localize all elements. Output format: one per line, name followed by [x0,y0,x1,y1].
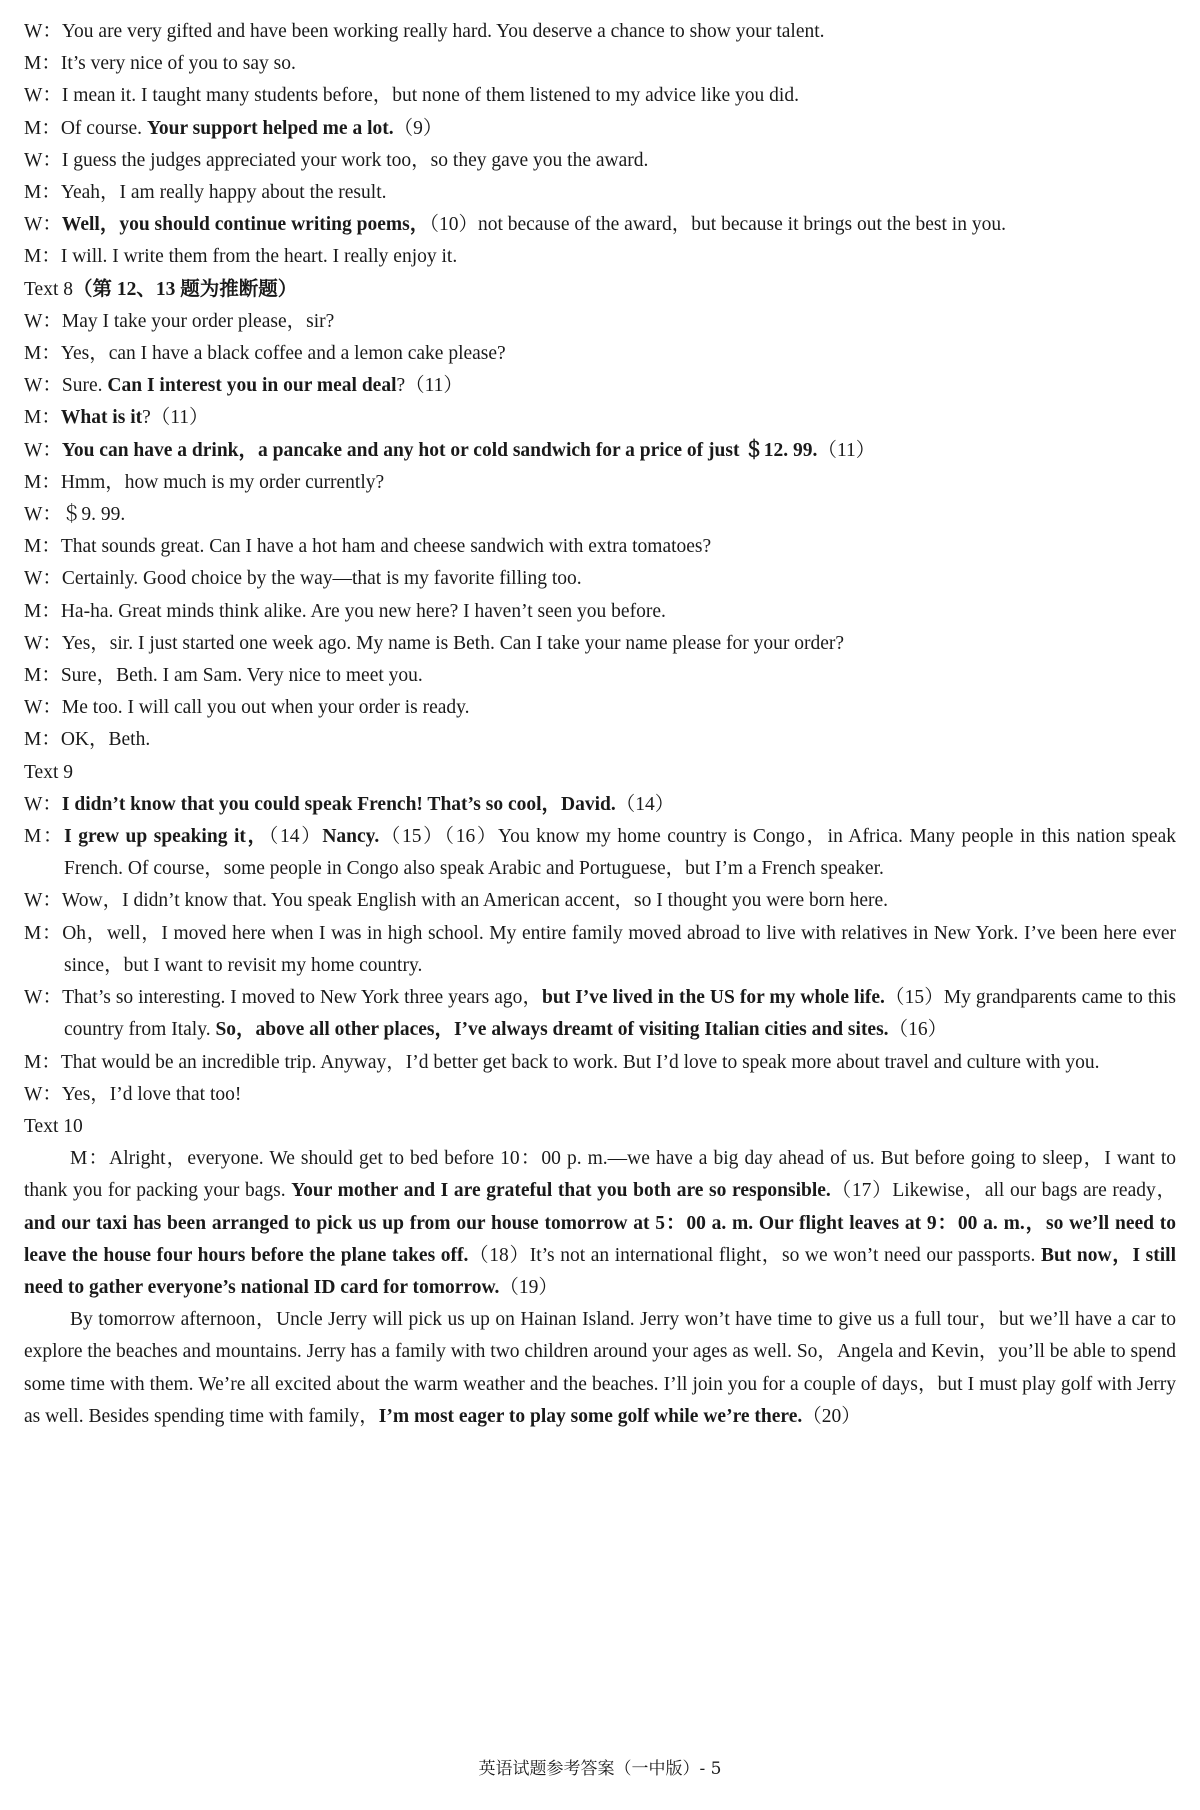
transcript-text: （15）My grandparents came to this country from Italy. [64,987,1176,1041]
answer-evidence-text: Nancy. [322,826,380,848]
transcript-text: M：Oh，well，I moved here when I was in high school. My entire family moved abroad to live with relatives in New York. I’ve been here ever since，but I want to revisit my home country. [24,922,1176,976]
dialogue-line [24,306,1176,338]
dialogue-line [24,145,1176,177]
transcript-text: W：You are very gifted and have been working really hard. You deserve a chance to show your talent. [24,21,825,42]
transcript-text: M：Yeah，I am really happy about the result. [24,182,387,204]
answer-evidence-text: Your support helped me a lot. [146,117,394,139]
transcript-text: Text 9 [24,761,73,783]
transcript-text: （16） [888,1019,948,1041]
dialogue-line [24,499,1176,531]
transcript-text: W：Wow，I didn’t know that. You speak English with an American accent，so I thought you were born here. [24,890,889,912]
transcript-text: W： [24,439,62,461]
dialogue-line [24,885,1176,917]
section-heading [24,1111,1176,1143]
transcript-text: W：Yes，sir. I just started one week ago. My name is Beth. Can I take your name please for your order? [24,632,845,654]
dialogue-line [24,628,1176,660]
dialogue-line [24,821,1176,885]
dialogue-line [24,338,1176,370]
dialogue-line [24,435,1176,467]
transcript-text: （11） [817,439,876,461]
answer-evidence-text: but I’ve lived in the US for my whole life. [542,987,885,1009]
answer-evidence-text: Well，you should continue writing poems， [61,214,430,236]
transcript-text: W： [24,214,62,236]
transcript-text: （14） [615,793,675,815]
dialogue-line [24,177,1176,209]
transcript-text: W：That’s so interesting. I moved to New York three years ago， [24,987,543,1009]
dialogue-line [24,113,1176,145]
transcript-text: （14） [268,826,323,848]
transcript-text: M：Ha-ha. Great minds think alike. Are you new here? I haven’t seen you before. [24,600,666,622]
transcript-text: M：OK，Beth. [24,729,151,751]
dialogue-line [24,563,1176,595]
dialogue-line [24,724,1176,756]
transcript-text: ?（11） [396,375,463,397]
dialogue-line [24,918,1176,982]
transcript-text: （15）（16）You know my home country is Congo，in Africa. Many people in this nation speak French. Of course，some people in Congo also speak Arabic and Portuguese，but I’m a French speaker. [64,826,1176,880]
dialogue-line [24,596,1176,628]
transcript-text: ?（11） [142,407,209,429]
dialogue-line [24,692,1176,724]
transcript-text: （19） [499,1276,558,1298]
dialogue-line [24,80,1176,112]
transcript-text: Text 10 [24,1115,83,1137]
section-heading [24,757,1176,789]
dialogue-line [24,660,1176,692]
dialogue-line [24,467,1176,499]
dialogue-line [24,209,1176,241]
answer-evidence-text: I didn’t know that you could speak French! That’s so cool，David. [61,793,616,815]
answer-evidence-text: Can I interest you in our meal deal [107,375,397,397]
answer-evidence-text: I’m most eager to play some golf while we’re there. [378,1405,803,1427]
dialogue-line [24,531,1176,563]
answer-evidence-text: So，above all other places，I’ve always dreamt of visiting Italian cities and sites. [215,1019,889,1041]
transcript-text: （20） [802,1405,861,1427]
transcript-text: M： [24,407,61,429]
transcript-text: Text 8 [24,278,73,300]
transcript-text: （18）It’s not an international flight，so we won’t need our passports. [468,1244,1041,1266]
dialogue-line [24,48,1176,80]
dialogue-line [24,241,1176,273]
transcript-text: W：Certainly. Good choice by the way—that is my favorite filling too. [24,568,582,590]
answer-evidence-text: But now，I still need to gather everyone’s national ID card for tomorrow. [24,1244,1176,1298]
transcript-text: M： [24,826,65,848]
transcript-text: （10）not because of the award，but because it brings out the best in you. [429,214,1006,236]
dialogue-line [24,16,1176,48]
answer-evidence-text: Your mother and I are grateful that you both are so responsible. [291,1180,831,1202]
transcript-text: M：Hmm，how much is my order currently? [24,471,385,493]
transcript-text: W：Sure. [24,375,108,397]
transcript-text: W：＄9. 99. [24,504,126,526]
section-heading [24,274,1176,306]
answer-evidence-text: I grew up speaking it， [64,826,269,848]
transcript-text: M：Of course. [24,117,147,139]
transcript-text: W：I guess the judges appreciated your work too，so they gave you the award. [24,149,649,171]
answer-evidence-text: and our taxi has been arranged to pick us up from our house tomorrow at 5：00 a. m. Our flight leaves at 9：00 a. m.，so we’ll need to leave the house four hours before the plane takes off. [24,1212,1176,1266]
monologue-paragraph [24,1143,1176,1304]
transcript-text: M：Yes，can I have a black coffee and a lemon cake please? [24,343,506,365]
transcript-text: W：Yes，I’d love that too! [24,1083,242,1105]
transcript-text: M：I will. I write them from the heart. I really enjoy it. [24,246,458,268]
transcript-text: W：Me too. I will call you out when your order is ready. [24,697,470,719]
dialogue-line [24,982,1176,1046]
dialogue-line [24,789,1176,821]
transcript-text: M：Sure，Beth. I am Sam. Very nice to meet you. [24,665,423,687]
transcript-text: M：Alright，everyone. We should get to bed before 10：00 p. m.—we have a big day ahead of us. But before going to sleep，I want to thank you for packing your bags. [24,1148,1176,1202]
answer-evidence-text: What is it [60,407,143,429]
page-footer: 英语试题参考答案（一中版）- 5 [478,1759,722,1779]
answer-key-text [24,16,1176,1433]
transcript-text: By tomorrow afternoon，Uncle Jerry will pick us up on Hainan Island. Jerry won’t have time to give us a full tour，but we’ll have a car to explore the beaches and mountains. Jerry has a family with two children around your ages as well. So，Angela and Kevin，you’ll be able to spend some time with them. We’re all excited about the warm weather and the beaches. I’ll join you for a couple of days，but I must play golf with Jerry as well. Besides spending time with family， [24,1309,1176,1427]
answer-evidence-text: （第 12、13 题为推断题） [73,278,298,300]
dialogue-line [24,370,1176,402]
transcript-text: （17）Likewise，all our bags are ready， [830,1180,1176,1202]
transcript-text: （9） [393,117,443,139]
dialogue-line [24,1079,1176,1111]
transcript-text: M：It’s very nice of you to say so. [24,53,296,75]
dialogue-line [24,402,1176,434]
transcript-text: M：That sounds great. Can I have a hot ham and cheese sandwich with extra tomatoes? [24,536,712,558]
transcript-text: W：I mean it. I taught many students before，but none of them listened to my advice like you did. [24,85,799,107]
monologue-paragraph [24,1304,1176,1433]
transcript-text: W：May I take your order please，sir? [24,310,335,332]
transcript-text: W： [24,793,62,815]
answer-evidence-text: You can have a drink，a pancake and any hot or cold sandwich for a price of just ＄12. 99. [61,439,818,461]
transcript-text: M：That would be an incredible trip. Anyway，I’d better get back to work. But I’d love to speak more about travel and culture with you. [24,1051,1100,1073]
dialogue-line [24,1047,1176,1079]
